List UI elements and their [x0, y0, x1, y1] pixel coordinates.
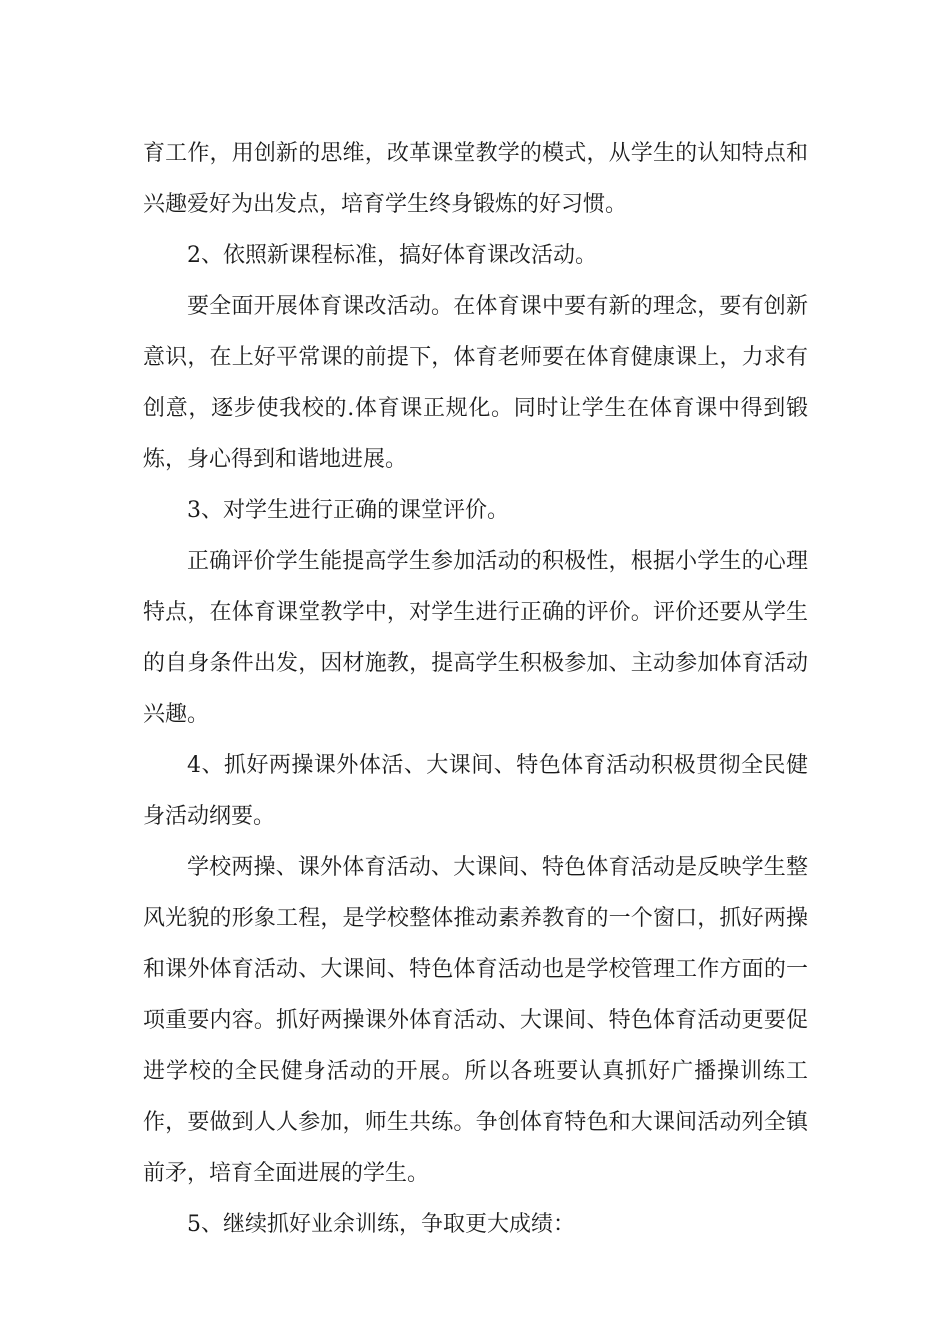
paragraph-item-3: 正确评价学生能提高学生参加活动的积极性，根据小学生的心理特点，在体育课堂教学中，对学生进行正确的评价。评价还要从学生的自身条件出发，因材施教，提高学生积极参加、主动参加体育活动兴趣。 [143, 549, 808, 727]
heading-item-2: 2、依照新课程标准，搞好体育课改活动。 [187, 243, 597, 268]
document-body [143, 128, 808, 1250]
paragraph-item-2: 要全面开展体育课改活动。在体育课中要有新的理念，要有创新意识，在上好平常课的前提下，体育老师要在体育健康课上，力求有创意，逐步使我校的.体育课正规化。同时让学生在体育课中得到锻炼，身心得到和谐地进展。 [143, 294, 808, 472]
heading-item-4: 4、抓好两操课外体活、大课间、特色体育活动积极贯彻全民健身活动纲要。 [143, 753, 808, 829]
paragraph-item-4: 学校两操、课外体育活动、大课间、特色体育活动是反映学生整风光貌的形象工程，是学校整体推动素养教育的一个窗口，抓好两操和课外体育活动、大课间、特色体育活动也是学校管理工作方面的一项重要内容。抓好两操课外体育活动、大课间、特色体育活动更要促进学校的全民健身活动的开展。所以各班要认真抓好广播操训练工作，要做到人人参加，师生共练。争创体育特色和大课间活动列全镇前矛，培育全面进展的学生。 [143, 855, 808, 1186]
heading-item-5: 5、继续抓好业余训练，争取更大成绩： [187, 1212, 575, 1237]
paragraph-continuation: 育工作，用创新的思维，改革课堂教学的模式，从学生的认知特点和兴趣爱好为出发点，培育学生终身锻炼的好习惯。 [143, 141, 808, 217]
heading-item-3: 3、对学生进行正确的课堂评价。 [187, 498, 509, 523]
